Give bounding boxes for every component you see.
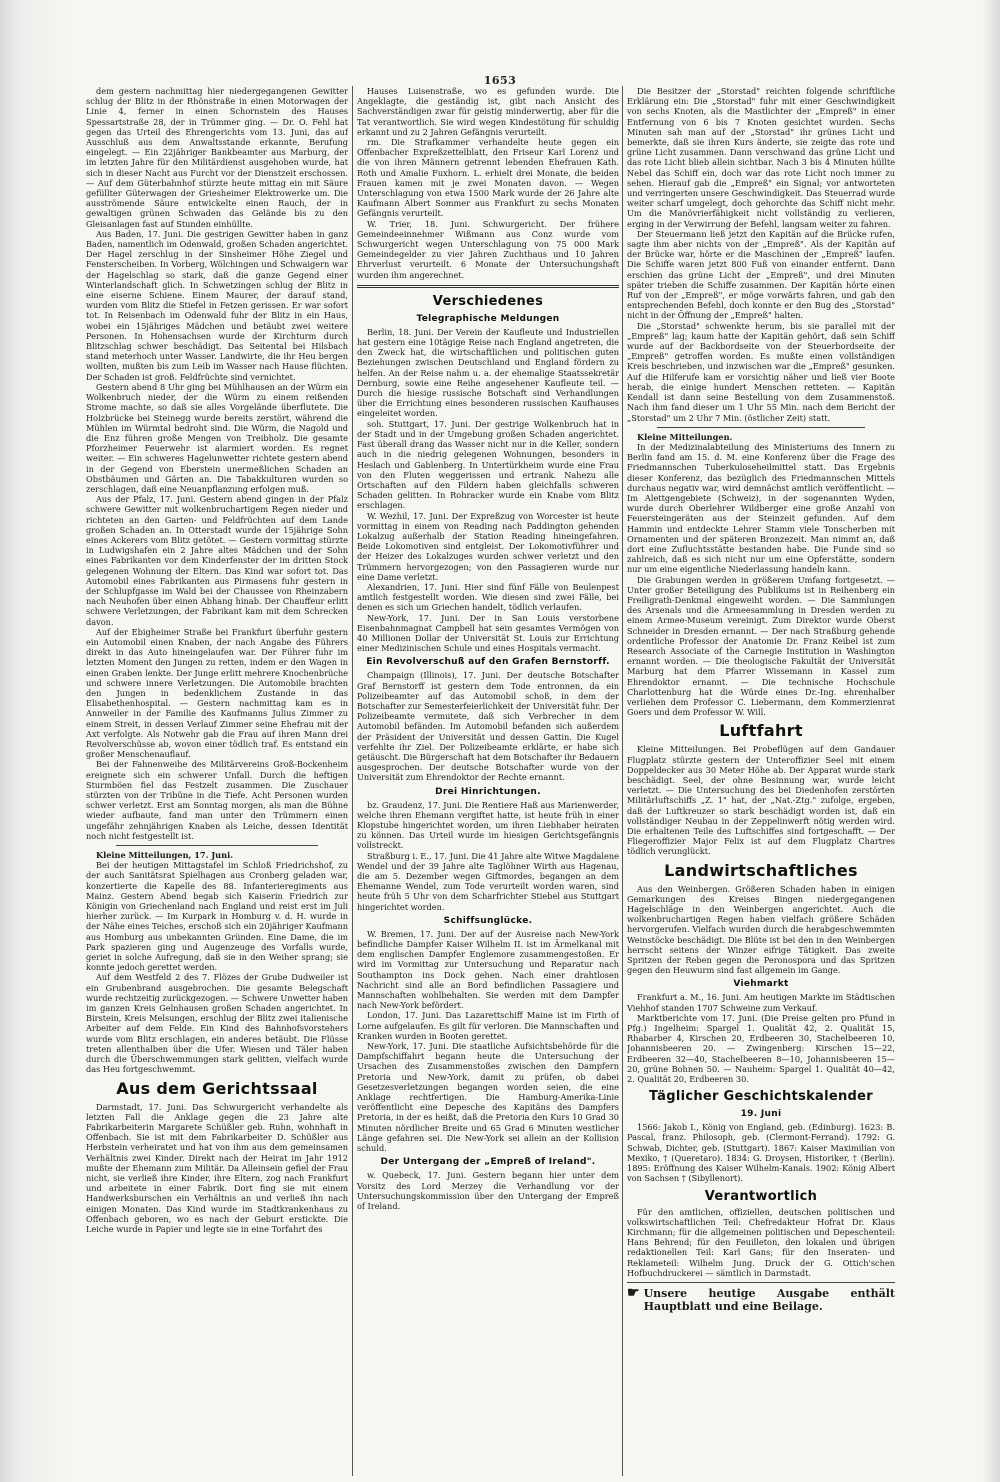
col1-para-5: Bei der Fahnenweihe des Militärvereins Groß-Bockenheim ereignete sich ein schwerer Unfall. Durch die heftigen Sturmböen fiel das Festzelt zusammen. Die Zuschauer stürzten von der Tribüne in die Tiefe. Acht Personen wurden schwer verletzt. Erst am Sonntag morgen, als man die Bühne wieder aufbaute, fand man unter den Trümmern einen ungefähr zehnjährigen Knaben als Leiche, dessen Identität noch nicht festgestellt ist.	[86, 759, 348, 841]
col3-landwirt-para-0: Aus den Weinbergen. Größeren Schaden haben in einigen Gemarkungen des Kreises Bingen niedergegangenen Hagelschläge in den Weinbergen angerichtet. Auch die wolkenbruchartigen Regen haben vielfach größere Schäden hervorgerufen. Vielfach wurden durch die herabgeschwemmten Weinstöcke beschädigt. Die Blüte ist bei den in den Weinbergen herrscht seitens der Winzer eifrige Tätigkeit. Das zweite Spritzen der Reben gegen die Peronospora und das Spritzen gegen den Heuwurm sind fast allgemein im Gange.	[627, 883, 895, 976]
verschiedenes-heading: Verschiedenes	[432, 293, 544, 309]
col2-para-1: rm. Die Strafkammer verhandelte heute gegen ein Offenbacher Expreßzettelblatt, den Friseur Karl Lorenz und die von ihren Männern getrennt lebenden Ehefrauen Kath. Roth und Amalie Fuxhorn. L. erhielt drei Monate, die beiden Frauen kamen mit je zwei Monaten davon. — Wegen Unterschlagung von etwa 1500 Mark wurde der 26 Jahre alte Kaufmann Albert Sommer aus Frankfurt zu sechs Monaten Gefängnis verurteilt.	[357, 137, 619, 219]
empress-heading: Der Untergang der „Empreß of Ireland".	[380, 1157, 596, 1168]
col1-para-0: dem gestern nachmittag hier niedergegangenen Gewitter schlug der Blitz in der Rhönstraße in einen Motorwagen der Linie 4, ferner in einen Schornstein des Hauses Spessartstraße 28, der in Trümmer ging. — Dr. O. Fehl hat gegen das Urteil des Ehrengerichts vom 13. Juni, das auf Ausschluß aus dem Anwaltsstande erkannte, Berufung eingelegt. — Ein 22jähriger Bankbeamter aus Marburg, der im letzten Jahre für den Militärdienst ausgehoben wurde, hat sich in dieser Nacht aus Furcht vor der Dienstzeit erschossen. — Auf dem Güterbahnhof stürzte heute mittag ein mit Säure gefüllter Güterwagen der Griesheimer Elektrowerke um. Die ausströmende Säure entwickelte einen Rauch, der in gewaltigen grünen Schwaden das Gelände bis zu den Gleisanlagen fast auf Stunden einhüllte.	[86, 86, 348, 229]
col3-vieh-para-0: Frankfurt a. M., 16. Juni. Am heutigen Markte im Städtischen Viehhof standen 1707 Schweine zum Verkauf.	[627, 992, 895, 1013]
col3-kleine-title: Kleine Mitteilungen.	[637, 431, 733, 442]
luftfahrt-heading: Luftfahrt	[719, 721, 803, 741]
col3-para-2: Die „Storstad" schwenkte herum, bis sie parallel mit der „Empreß" lag; kaum hatte der Kapitän gehört, daß sein Schiff wurde auf der Backbordseite von der Steuerbordseite der „Empreß" getroffen worden. Es mußte einen vollständigen Kreis beschrieben, und inzwischen war die „Empreß" gesunken. Auf die Hilferufe kam er vorsichtig näher und ließ vier Boote herab, die einige hundert Menschen retteten. — Kapitän Kendall ist dann seine Bestellung von dem Zusammenstoß. Nach ihm fand dieser um 1 Uhr 55 Min. nach dem Bericht der „Storstad" um 2 Uhr 7 Min. (östlicher Zeit) statt.	[627, 320, 895, 423]
edition-notice	[627, 1284, 895, 1313]
col2-empress-para-0: w. Quebeck, 17. Juni. Gestern begann hier unter dem Vorsitz des Lord Merzey die Verhandlung vor der Untersuchungskommission über den Untergang der Empreß of Ireland.	[357, 1170, 619, 1211]
telegraph-heading: Telegraphische Meldungen	[416, 313, 560, 324]
edge-shadow	[982, 0, 1000, 1482]
col1-para-4: Auf der Ebigheimer Straße bei Frankfurt überfuhr gestern ein Automobil einen Knaben, der nach Angabe des Führers direkt in das Auto hineingelaufen war. Der Führer fuhr im letzten Moment den Jungen zu retten, indem er den Wagen in einen Graben lenkte. Der Junge erlitt mehrere Knochenbrüche und schwere innere Verletzungen. Die Automobile brachten den Jungen in bedenklichem Zustande in das Elisabethenhospital. — Gestern nachmittag kam es in Annweiler in der Familie des Kaufmanns Julius Zimmer zu einem Streit, in dessen Verlauf Zimmer seine Ehefrau mit der Axt verfolgte. Als Notwehr gab die Frau auf ihren Mann drei Revolverschüsse ab, wovon einer tödlich traf. Es entstand ein großer Menschenauflauf.	[86, 626, 348, 760]
col1-kleine-para-0: Bei der heutigen Mittagstafel im Schloß Friedrichshof, zu der auch Sanitätsrat Spielhagen aus Cronberg geladen war, konzertierte die Kapelle des 88. Infanterieregiments aus Mainz. Gestern Abend begab sich Kaiserin Friedrich zur Königin von Griechenland nach England und reist erst im Juli hierher zurück. — Im Kurpark in Homburg v. d. H. wurde in der Nähe eines Teiches, erschoß sich ein 20jähriger Kaufmann aus Homburg aus unbekannten Gründen. Eine Dame, die im Park spazieren ging und Augenzeuge des Vorfalls wurde, geriet in solche Aufregung, daß sie in den Weiher sprang; sie konnte jedoch gerettet werden.	[86, 860, 348, 973]
col3-luftfahrt-para-0: Kleine Mitteilungen. Bei Probeflügen auf dem Gandauer Flugplatz stürzte gestern der Unteroffizier Seel mit einem Doppeldecker aus 30 Meter Höhe ab. Der Apparat wurde stark beschädigt. Seel, der ohne Besinnung war, wurde leicht verletzt. — Die Untersuchung des bei Diedenhofen zerstörten Militärluftschiffs „Z. 1" hat, der „Nat.-Ztg." zufolge, ergeben, daß der Luftkreuzer so stark beschädigt worden ist, daß ein vollständiger Neubau in der Zeppelinwerft nötig werden wird. Die erhaltenen Teile des Luftschiffes sind fortgeschafft. — Der Fliegeroffizier Major Felix ist auf dem Flugplatz Chartres tödlich verunglückt.	[627, 744, 895, 857]
col3-verantwortlich-para-0: Für den amtlichen, offiziellen, deutschen politischen und volkswirtschaftlichen Teil: Chefredakteur Hofrat Dr. Klaus Kirchmann; für die allgemeinen politischen und Depeschenteil: Hans Behrend; für den Feuilleton, den lokalen und übrigen redaktionellen Teil: Karl Gans; für den Inseraten- und Reklameteil: Wilhelm Jung. Druck der G. Ottich'schen Hofbuchdruckerei — sämtlich in Darmstadt.	[627, 1206, 895, 1278]
col3-kleine-para-0: In der Medizinalabteilung des Ministeriums des Innern zu Berlin fand am 15. d. M. eine Konferenz über die Frage des Friedmannschen Tuberkuloseheilmittel statt. Das Ergebnis dieser Konferenz, das bezüglich des Friedmannschen Mittels durchaus negativ war, wird demnächst amtlich veröffentlicht. — Im Alettgengebiete (Schweiz), in der sogenannten Wyden, wurde durch Oberlehrer Wildberger eine große Anzahl von Feuersteingeräten aus der Steinzeit gefunden. Auf dem Hammin und entdeckte Lehrer Stamm viele Tonscherben mit Ornamenten und der späteren Bronzezeit. Man nimmt an, daß dort eine Zufluchtsstätte bestanden habe. Die Funde sind so zahlreich, daß es sich nicht nur um eine Opferstätte, sondern nur um eine eigentliche Niederlassung handeln kann.	[627, 441, 895, 575]
edition-notice-text: Unsere heutige Ausgabe enthält Hauptblatt und eine Beilage.	[643, 1286, 895, 1313]
col1-kleine-heading	[86, 850, 348, 860]
col2-telegraph-para-4: New-York, 17. Juni. Der in San Louis verstorbene Eisenbahnmagnat Campbell hat sein gesamtes Vermögen von 40 Millionen Dollar der Universität St. Louis zur Errichtung einer Medizinischen Schule und eines Hospitals vermacht.	[357, 612, 619, 654]
col3-kleine-para-1: Die Grabungen werden in größerem Umfang fortgesetzt. — Unter großer Beteiligung des Publikums ist in Reihenberg ein Freiligrath-Denkmal eingeweiht worden. — Die Sammlungen des Arsenals und die Armeesammlung in Dresden werden zu einem Armee-Museum vereinigt. Zum Direktor wurde Oberst Schneider in Dresden ernannt. — Der nach Straßburg gehende ordentliche Professor der Anatomie Dr. Franz Keibel ist zum Research Associate of the Carnegie Institution in Washington ernannt worden. — Die theologische Fakultät der Universität Marburg hat dem Pfarrer Wissemann in Kassel zum Ehrendoktor ernannt. — Die technische Hochschule Charlottenburg hat die Würde eines Dr.-Ing. ehrenhalber verliehen dem Professor C. Liebermann, dem Kommerzienrat Goers und dem Professor W. Will.	[627, 574, 895, 718]
col3-vieh-para-1: Marktberichte vom 17. Juni. (Die Preise gelten pro Pfund in Pfg.) Ingelheim: Spargel 1. Qualität 42, 2. Qualität 15, Rhabarber 4, Kirschen 20, Erdbeeren 30, Stachelbeeren 10, Johannisbeeren 20. — Zwingenberg: Kirschen 15—22, Erdbeeren 32—40, Stachelbeeren 8—10, Johannisbeeren 15—20, grüne Bohnen 50. — Nauheim: Spargel 1. Qualität 40—42, 2. Qualität 20, Erdbeeren 30.	[627, 1012, 895, 1085]
col2-schiffs-para-1: London, 17. Juni. Das Lazarettschiff Maine ist im Firth of Lorne aufgelaufen. Es gilt für verloren. Die Mannschaften und Kranken wurden in Booten gerettet.	[357, 1010, 619, 1041]
col1-news	[86, 86, 348, 841]
kalender-heading: Täglicher Geschichtskalender	[649, 1089, 873, 1105]
gerichtssaal-heading: Aus dem Gerichtssaal	[116, 1078, 318, 1098]
col3-separator-1	[657, 427, 865, 428]
col2-schiffs-para-0: W. Bremen, 17. Juni. Der auf der Ausreise nach New-York befindliche Dampfer Kaiser Wilhelm II. ist im Ärmelkanal mit dem englischen Dampfer Englemore zusammengestoßen. Er wird im Vormittag zur Untersuchung und Reparatur nach Southampton ins Dock gehen. Nach einer drahtlosen Nachricht sind alle an Bord befindlichen Passagiere und Mannschaften wohlbehalten. Sie werden mit dem Dampfer nach New-York befördert.	[357, 928, 619, 1011]
col3-para-0: Die Besitzer der „Storstad" reichten folgende schriftliche Erklärung ein: Die „Storstad" fuhr mit einer Geschwindigkeit von sechs Knoten, als die Mastlichter der „Empreß" in einer Entfernung von 6 bis 7 Knoten gesichtet wurden. Sechs Minuten sah man auf der „Storstad" ihr grünes Licht und bemerkte, daß sie ihren Kurs änderte, sie zeigte das rote und grüne Licht zusammen. Dann verschwand das grüne Licht und das rote Licht blieb allein sichtbar. Nach 3 bis 4 Minuten hüllte Nebel das Schiff ein, doch war das rote Licht noch immer zu sehen. Hierauf gab die „Empreß" ein Signal; vor antworteten und verringerten unsere Geschwindigkeit. Das Steuerrad wurde weiter scharf umgelegt, doch gehorchte das Schiff nicht mehr. Um die Manövrierfähigkeit nicht vollständig zu verlieren, erging in der Verwirrung der Befehl, langsam weiter zu fahren.	[627, 86, 895, 229]
column-3	[627, 86, 895, 1474]
col2-hinrichtung-para-0: bz. Graudenz, 17. Juni. Die Rentiere Haß aus Marienwerder, welche ihren Ehemann vergiftet hatte, ist heute früh in einer Klopstube hingerichtet worden, um ihren Liebhaber heiraten zu können. Das Urteil wurde im hiesigen Gerichtsgefängnis vollstreckt.	[357, 799, 619, 851]
verantwortlich-heading: Verantwortlich	[704, 1188, 818, 1204]
revolver-heading: Ein Revolverschuß auf den Grafen Bernstorff.	[366, 657, 610, 668]
col2-para-2: W. Trier, 18. Juni. Schwurgericht. Der frühere Gemeindeeinnehmer Wißmann aus Conz wurde vom Schwurgericht wegen Unterschlagung von 75 000 Mark Gemeindegelder zu vier Jahren Zuchthaus und 10 Jahren Ehrverlust verurteilt. 6 Monate der Untersuchungshaft wurden ihm angerechnet.	[357, 218, 619, 280]
col2-hinrichtung-para-1: Straßburg i. E., 17. Juni. Die 41 Jahre alte Witwe Magdalene Wendel und der 39 Jahre alte Taglöhner Wirth aus Hagenau, die am 5. Dezember wegen Giftmordes, begangen an dem Ehemanne Wendel, zum Tode verurteilt worden waren, sind heute früh 5 Uhr von dem Scharfrichter Stiebel aus Stuttgart hingerichtet worden.	[357, 850, 619, 912]
col1-kleine-title: Kleine Mitteilungen, 17. Juni.	[96, 850, 234, 861]
column-2	[357, 86, 619, 1474]
col1-para-1: Aus Baden, 17. Juni. Die gestrigen Gewitter haben in ganz Baden, namentlich im Odenwald, großen Schaden angerichtet. Der Hagel zerschlug in der Sinsheimer Höhe Ziegel und Fensterscheiben. In Vorberg, Wölchingen und Schwaigern war der Hagelschlag so stark, daß die ganze Gegend einer Winterlandschaft glich. In Schwetzingen schlug der Blitz in eine eiserne Schiene. Einem Maurer, der darauf stand, wurden vom Blitz die Stiefel in Fetzen gerissen. Er war sofort tot. In Reisenbach im Odenwald fuhr der Blitz in ein Haus, wobei ein 15jähriges Mädchen und betäubt zwei weitere Personen. In Hohensachsen wurde der Kirchturm durch Blitzschlag schwer beschädigt. Das Seitental bei Hilsbach stand meterhoch unter Wasser. Landwirte, die ihr Heu bergen wollten, mußten bis zum Leib im Wasser nach Hause flüchten. Der Schaden ist groß. Feldfrüchte sind vernichtet.	[86, 228, 348, 382]
col1-para-2: Gestern abend 8 Uhr ging bei Mühlhausen an der Würm ein Wolkenbruch nieder, der die Würm zu einem reißenden Strome machte, so daß sie alles Vorgelände überflutete. Die Holzbrücke bei Steinegg wurde bereits zerstört, während die Mühlen im Würmtal bedroht sind. Die Würm, die Nagold und die Enz führen große Mengen von Treibholz. Die gesamte Pforzheimer Feuerwehr ist alarmiert worden. Es regnet weiter. — Ein schweres Hagelunwetter richtete gestern abend in der Gegend von Eberstein unermeßlichen Schaden an Obstbäumen und Gärten an. Die Tabakkulturen wurden so zerschlagen, daß eine Neuanpflanzung erfolgen muß.	[86, 381, 348, 494]
col1-para-3: Aus der Pfalz, 17. Juni. Gestern abend gingen in der Pfalz schwere Gewitter mit wolkenbruchartigem Regen nieder und richteten an den Garten- und Feldfrüchten auf dem Lande großen Schaden an. In Otterstadt wurde der 15jährige Sohn eines Ackerers vom Blitz getötet. — Gestern vormittag stürzte in Ludwigshafen ein 2 Jahre altes Mädchen und der Sohn eines Fabrikanten vor dem Kinderfenster der im dritten Stock gelegenen Wohnung der Eltern. Das Kind war sofort tot. Das Automobil eines Fabrikanten aus Pirmasens fuhr gestern in der Schlupfgasse im Wald bei der Chaussee von Rheinzabern nach Neuhofen über einen Abhang hinab. Der Chauffeur erlitt schwere Verletzungen, der Fabrikant kam mit dem Schrecken davon.	[86, 494, 348, 627]
col1-separator-1	[116, 845, 318, 846]
column-rule-right	[622, 86, 623, 1476]
col2-separator-1	[357, 285, 619, 288]
viehmarkt-heading: Viehmarkt	[733, 979, 789, 990]
binding-shadow	[0, 0, 70, 1482]
kalender-date: 19. Juni	[740, 1109, 782, 1120]
col3-separator-2	[627, 1282, 895, 1283]
col3-kleine-heading	[627, 432, 895, 442]
schiffsunglueck-heading: Schiffsunglücke.	[443, 915, 533, 926]
column-1	[86, 86, 348, 1474]
col1-kleine-para-1: Auf dem Westfeld 2 des 7. Flözes der Grube Dudweiler ist ein Grubenbrand ausgebrochen. Die gesamte Belegschaft wurde rechtzeitig zurückgezogen. — Schwere Unwetter haben im ganzen Kreis Gelnhausen großen Schaden angerichtet. In Birstein, Kreis Melsungen, erschlug der Blitz zwei italienische Arbeiter auf dem Felde. Ein Kind des Bahnhofsvorstehers wurde vom Blitz erschlagen, ein anderes betäubt. Die Flüsse treten allenthalben über die Ufer. Wiesen und Täler haben durch die Überschwemmungen stark gelitten, vielfach wurde das Heu fortgeschwemmt.	[86, 972, 348, 1075]
col2-telegraph-para-2: W. Wezhil, 17. Juni. Der Expreßzug von Worcester ist heute vormittag in einem von Reading nach Paddington gehenden Lokalzug außerhalb der Station Reading hineingefahren. Beide Lokomotiven sind entgleist. Der Lokomotivführer und der Heizer des Lokalzuges wurden schwer verletzt und den Trümmern hervorgezogen; von den Passagieren wurde nur eine Dame verletzt.	[357, 510, 619, 582]
col2-schiffs-para-2: New-York, 17. Juni. Die staatliche Aufsichtsbehörde für die Dampfschiffahrt begann heute die Untersuchung der Ursachen des Zusammenstoßes zwischen den Dampfern Pretoria und New-York, damit zu prüfen, ob dabei Gesetzesverletzungen begangen worden seien, die eine Anklage rechtfertigen. Die Hamburg-Amerika-Linie veröffentlicht eine Depesche des Kapitäns des Dampfers Pretoria, in der es heißt, daß die Pretoria den Kurs 10 Grad 30 Minuten nördlicher Breite und 65 Grad 6 Minuten westlicher Länge gefahren sei. Die New-York sei allein an der Kollision schuld.	[357, 1041, 619, 1154]
pointing-hand-icon: ☛	[627, 1284, 640, 1301]
col1-gericht-para-0: Darmstadt, 17. Juni. Das Schwurgericht verhandelte als letzten Fall die Anklage gegen die 23 Jahre alte Fabrikarbeiterin Margarete Schüßler geb. Ruhn, wohnhaft in Offenbach. Sie ist mit dem Fabrikarbeiter D. Schüßler aus Herbstein verheiratet und hat von ihm aus dem gemeinsamen Verhältnis zwei Kinder. Direkt nach der Heirat im Jahr 1912 mußte der Ehemann zum Militär. Da Alleinsein gefiel der Frau nicht, sie verließ ihre Kinder, ihre Eltern, zog nach Frankfurt und arbeitete in einer Fabrik. Dort fing sie mit einem Handwerksburschen ein Verhältnis an und verließ ihn nach einigen Monaten. Das Kind wurde im Stadtkrankenhaus zu Offenbach geboren, wo es nach der Geburt erstickte. Die Leiche wurde in Papier und legte sie in eine Torfahrt des	[86, 1101, 348, 1234]
col2-telegraph-para-1: soh. Stuttgart, 17. Juni. Der gestrige Wolkenbruch hat in der Stadt und in der Umgebung großen Schaden angerichtet. Fast überall drang das Wasser nicht nur in die Keller, sondern auch in die niedrig gelegenen Wohnungen, besonders in Heslach und Gablenberg. In Untertürkheim wurde eine Frau von den Fluten weggerissen und ertrank. Nahezu alle Ortschaften auf den Fildern haben gleichfalls schweren Schaden gelitten. In Rohracker wurde ein Knabe vom Blitz erschlagen.	[357, 418, 619, 511]
col2-para-0: Hauses Luisenstraße, wo es gefunden wurde. Die Angeklagte, die geständig ist, gibt nach Ansicht des Sachverständigen zwar für geistig minderwertig, aber für die Tat verantwortlich. Sie wird wegen Kindestötung für schuldig erkannt und zu 2 Jahren Gefängnis verurteilt.	[357, 86, 619, 137]
col3-kalender-para-0: 1566: Jakob I., König von England, geb. (Edinburg). 1623: B. Pascal, franz. Philosoph, geb. (Clermont-Ferrand). 1792: G. Schwab, Dichter, geb. (Stuttgart). 1867: Kaiser Maximilian von Mexiko, † (Queretaro). 1834: G. Droysen, Historiker, † (Berlin). 1895: Eröffnung des Kaiser Wilhelm-Kanals. 1902: König Albert von Sachsen † (Sibyllenort).	[627, 1122, 895, 1184]
col2-revolver-para-0: Champaign (Illinois), 17. Juni. Der deutsche Botschafter Graf Bernstorff ist gestern dem Tode entronnen, da ein Polizeibeamter auf das Automobil schoß, in dem der Botschafter zur Semesterfeierlichkeit der Universität fuhr. Der Polizeibeamte vermutete, daß sich Verbrecher in dem Automobil befänden. Im Automobil befanden sich außerdem der Präsident der Universität und dessen Gattin. Die Kugel verfehlte ihr Ziel. Der Polizeibeamte erklärte, er habe sich getäuscht. Die Bürgerschaft hat dem Botschafter ihr Bedauern ausgesprochen. Der deutsche Botschafter wurde von der Universität zum Ehrendoktor der Rechte ernannt.	[357, 670, 619, 783]
col2-telegraph-para-0: Berlin, 18. Juni. Der Verein der Kaufleute und Industriellen hat gestern eine 10tägige Reise nach England angetreten, die den Zweck hat, die wirtschaftlichen und politischen guten Beziehungen zwischen Deutschland und England fördern zu helfen. An der Reise nahm u. a. der ehemalige Staatssekretär Dernburg, sowie eine Reihe angesehener Kaufleute teil. — Durch die hiesige russische Botschaft sind Verhandlungen über die Errichtung eines besonderen russischen Kaufhauses eingeleitet worden.	[357, 326, 619, 419]
col3-para-1: Der Steuermann ließ jetzt den Kapitän auf die Brücke rufen, sagte ihm aber nichts von der „Empreß". Als der Kapitän auf der Brücke war, hörte er die Maschinen der „Empreß" laufen. Die Schiffe waren jetzt 800 Fuß von einander entfernt. Dann erschien das grüne Licht der „Empreß", und drei Minuten später trieben die Schiffe zusammen. Der Kapitän hörte einen Ruf von der „Empreß", er möge vorwärts fahren, und gab den entsprechenden Befehl, doch konnte er den Bug des „Storstad" nicht in der Öffnung der „Empreß" halten.	[627, 228, 895, 321]
page-number: 1653	[483, 74, 517, 87]
column-rule-left	[352, 86, 353, 1476]
landwirtschaft-heading: Landwirtschaftliches	[664, 860, 858, 880]
col2-telegraph-para-3: Alexandrien, 17. Juni. Hier sind fünf Fälle von Beulenpest amtlich festgestellt worden. Wie diesen sind zwei Fälle, bei denen es sich um Griechen handelt, tödlich verlaufen.	[357, 581, 619, 613]
hinrichtung-heading: Drei Hinrichtungen.	[435, 786, 541, 797]
